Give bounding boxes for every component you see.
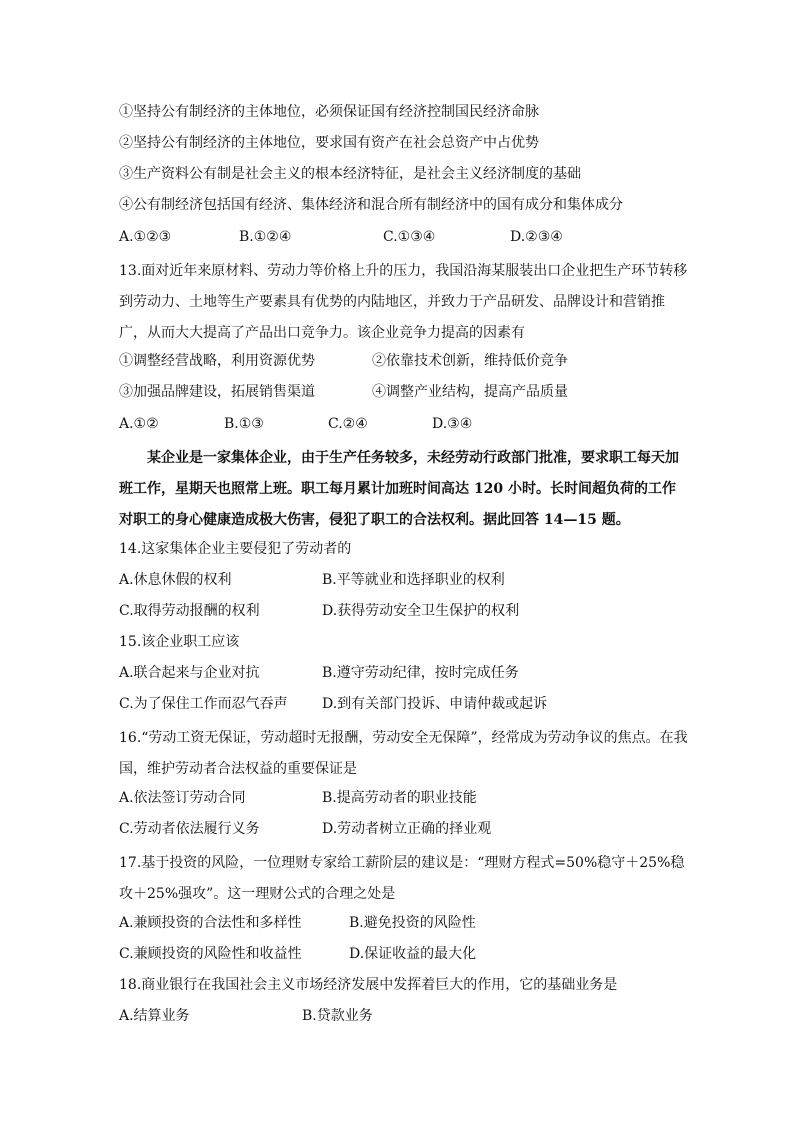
q13-statements-row-2 xyxy=(119,380,689,404)
q12-options xyxy=(119,225,689,249)
q12-option-a[interactable]: A.①②③ xyxy=(119,229,172,245)
q14-options-row-1 xyxy=(119,568,689,592)
q17-option-b[interactable]: B.避免投资的风险性 xyxy=(349,915,476,931)
q16-option-b[interactable]: B.提高劳动者的职业技能 xyxy=(322,790,477,806)
q18-option-a[interactable]: A.结算业务 xyxy=(119,1008,190,1024)
q13-statement-3: ③加强品牌建设，拓展销售渠道 xyxy=(119,384,315,400)
q14-option-d[interactable]: D.获得劳动安全卫生保护的权利 xyxy=(322,603,520,619)
q12-statement-2: ②坚持公有制经济的主体地位，要求国有资产在社会总资产中占优势 xyxy=(119,135,539,151)
q17-option-d[interactable]: D.保证收益的最大化 xyxy=(349,946,477,962)
q15-option-d[interactable]: D.到有关部门投诉、申请仲裁或起诉 xyxy=(322,696,548,712)
q13-option-c[interactable]: C.②④ xyxy=(328,416,368,432)
q16-stem: 16.“劳动工资无保证，劳动超时无报酬，劳动安全无保障”，经常成为劳动争议的焦点。在我国，维护劳动者合法权益的重要保证是 xyxy=(119,730,688,777)
q16-option-c[interactable]: C.劳动者依法履行义务 xyxy=(119,821,260,837)
q17-options-row-2 xyxy=(119,942,689,966)
q16-option-d[interactable]: D.劳动者树立正确的择业观 xyxy=(322,821,492,837)
q13-statement-4: ④调整产业结构，提高产品质量 xyxy=(372,384,568,400)
q15-option-c[interactable]: C.为了保住工作而忍气吞声 xyxy=(119,696,288,712)
q12-option-c[interactable]: C.①③④ xyxy=(383,229,436,245)
q13-options xyxy=(119,412,689,436)
q16-options-row-2 xyxy=(119,817,689,841)
q13-statement-2: ②依靠技术创新，维持低价竞争 xyxy=(372,353,568,369)
q18-stem: 18.商业银行在我国社会主义市场经济发展中发挥着巨大的作用，它的基础业务是 xyxy=(119,977,618,993)
q12-option-d[interactable]: D.②③④ xyxy=(510,229,563,245)
material-passage: 某企业是一家集体企业，由于生产任务较多，未经劳动行政部门批准，要求职工每天加班工作，星期天也照常上班。职工每月累计加班时间高达 120 小时。长时间超负荷的工作对职工的身心健康造成极大伤害，侵犯了职工的合法权利。据此回答 14—15 题。 xyxy=(119,450,679,528)
q14-stem: 14.这家集体企业主要侵犯了劳动者的 xyxy=(119,541,352,557)
q13-stem: 13.面对近年来原材料、劳动力等价格上升的压力，我国沿海某服装出口企业把生产环节转移到劳动力、土地等生产要素具有优势的内陆地区，并致力于产品研发、品牌设计和营销推广，从而大大提高了产品出口竞争力。该企业竞争力提高的因素有 xyxy=(119,263,688,341)
q17-option-a[interactable]: A.兼顾投资的合法性和多样性 xyxy=(119,915,302,931)
q17-options-row-1 xyxy=(119,911,689,935)
q13-statements-row-1 xyxy=(119,349,689,373)
q14-option-a[interactable]: A.休息休假的权利 xyxy=(119,572,232,588)
q14-options-row-2 xyxy=(119,599,689,623)
q12-statement-4: ④公有制经济包括国有经济、集体经济和混合所有制经济中的国有成分和集体成分 xyxy=(119,197,623,213)
q13-option-b[interactable]: B.①③ xyxy=(224,416,264,432)
q12-statement-3: ③生产资料公有制是社会主义的根本经济特征，是社会主义经济制度的基础 xyxy=(119,166,581,182)
q16-options-row-1 xyxy=(119,786,689,810)
q16-option-a[interactable]: A.依法签订劳动合同 xyxy=(119,790,246,806)
q14-option-b[interactable]: B.平等就业和选择职业的权利 xyxy=(322,572,505,588)
q17-option-c[interactable]: C.兼顾投资的风险性和收益性 xyxy=(119,946,302,962)
q18-option-b[interactable]: B.贷款业务 xyxy=(302,1008,373,1024)
q15-option-a[interactable]: A.联合起来与企业对抗 xyxy=(119,665,260,681)
q13-option-a[interactable]: A.①② xyxy=(119,416,159,432)
q13-option-d[interactable]: D.③④ xyxy=(432,416,473,432)
q15-option-b[interactable]: B.遵守劳动纪律，按时完成任务 xyxy=(322,665,519,681)
q13-statement-1: ①调整经营战略，利用资源优势 xyxy=(119,353,315,369)
q15-stem: 15.该企业职工应该 xyxy=(119,634,240,650)
q14-option-c[interactable]: C.取得劳动报酬的权利 xyxy=(119,603,260,619)
q17-stem: 17.基于投资的风险，一位理财专家给工薪阶层的建议是：“理财方程式=50%稳守＋25%稳攻＋25%强攻”。这一理财公式的合理之处是 xyxy=(119,855,685,902)
q18-options-row-1 xyxy=(119,1004,689,1028)
q15-options-row-1 xyxy=(119,661,689,685)
q12-statement-1: ①坚持公有制经济的主体地位，必须保证国有经济控制国民经济命脉 xyxy=(119,104,539,120)
q12-option-b[interactable]: B.①②④ xyxy=(239,229,292,245)
q15-options-row-2 xyxy=(119,692,689,716)
